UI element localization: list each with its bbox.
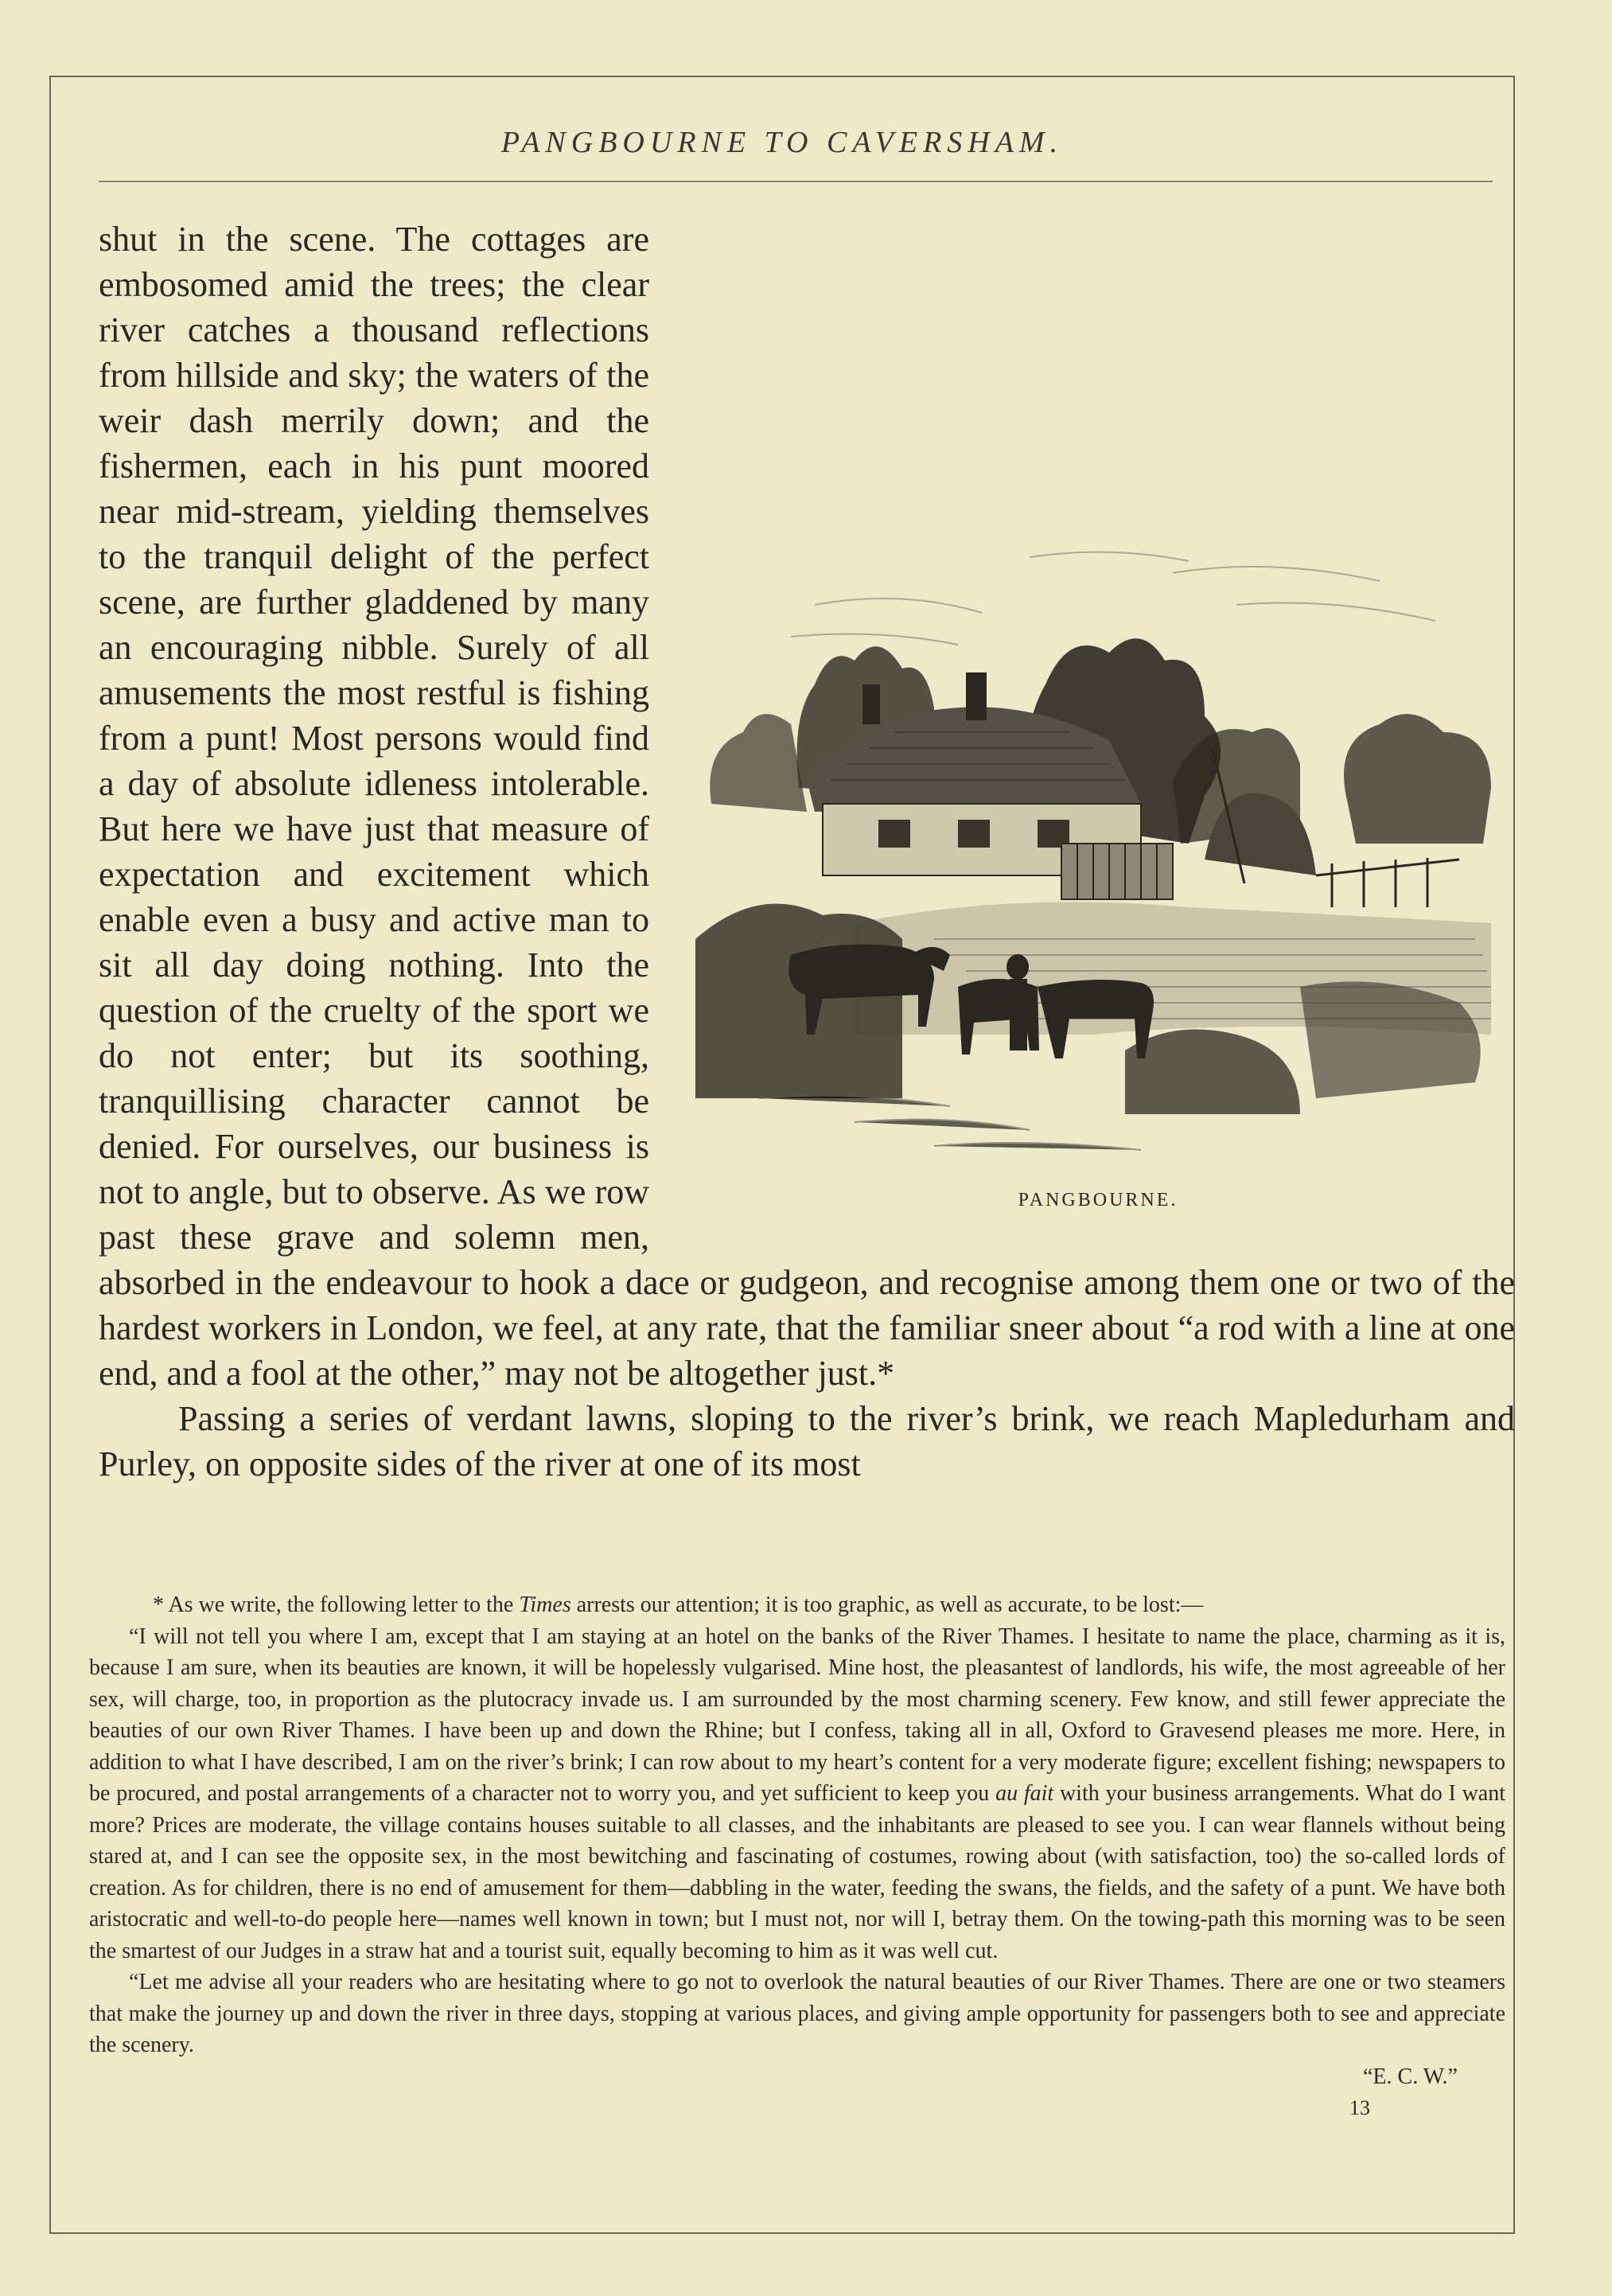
figure-pangbourne [681,216,1515,1219]
header-rule [99,181,1493,182]
page-frame [49,76,1515,2234]
letter-para-1-text: “I will not tell you where I am, except that I am staying at an hotel on the banks of the River Thames. I hesitate to name the place, charming as it is, because I am sure, when its beauties are known, it will be hopelessly vulgarised. Mine host, the pleasantest of landlords, his wife, the most agreeable of her sex, will charge, too, in proportion as the plutocracy invade us. I am surrounded by the most charming scenery. Few know, and still fewer appreciate the beauties of our own River Thames. I have been up and down the Rhine; but I confess, taking all in all, Oxford to Gravesend pleases me more. Here, in addition to what I have described, I am on the river’s brink; I can row about to my heart’s content for a very moderate figure; excellent fishing; newspapers to be procured, and postal arrangements of a character not to worry you, and yet sufficient to keep you [89,1624,1505,1806]
letter-para-1-italic: au fait [995,1781,1054,1806]
footnote-intro-text-2: arrests our attention; it is too graphic, as well as accurate, to be lost:— [570,1592,1204,1617]
letter-signature: “E. C. W.” [1363,2064,1458,2089]
figure-caption: PANGBOURNE. [1018,1190,1178,1210]
pangbourne-engraving [695,541,1515,1162]
page-number: 13 [1349,2096,1370,2119]
letter-para-1-text-2: with your business arrangements. What do I want more? Prices are moderate, the village contains houses suitable to all classes, and the inhabitants are pleased to see you. I can wear flannels without being stared at, and I can see the opposite sex, in the most bewitching and fascinating of costumes, rowing about (with satisfaction, too) the so-called lords of creation. As for children, there is no end of amusement for them—dabbling in the water, feeding the swans, the fields, and the safety of a punt. We have both aristocratic and well-to-do people here—names well known in town; but I must not, nor will I, betray them. On the towing-path this morning was to be seen the smartest of our Judges in a straw hat and a tourist suit, equally becoming to him as it was well cut. [89,1781,1505,1963]
footnote-letter-para-1 [89,1621,1505,1967]
footnote-block [89,1589,1505,2124]
running-header: PANGBOURNE TO CAVERSHAM. [500,126,1064,159]
footnote-intro [89,1589,1505,1621]
paragraph-2: Passing a series of verdant lawns, sloping to the river’s brink, we reach Mapledurham and Purley, on opposite sides of the river at one of its most [99,1399,1515,1483]
footnote-letter-para-2: “Let me advise all your readers who are hesitating where to go not to overlook the natural beauties of our River Thames. There are one or two steamers that make the journey up and down the river in three days, stopping at various places, and giving ample opportunity for passengers both to see and appreciate the scenery. [89,1970,1505,2057]
paragraph-1: shut in the scene. The cottages are embosomed amid the trees; the clear river catches a thousand reflections from hillside and sky; the waters of the weir dash merrily down; and the fishermen, each in his punt moored near mid-stream, yielding themselves to the tranquil delight of the perfect scene, are further gladdened by many an encouraging nibble. Surely of all amusements the most restful is fishing from a punt! Most persons would find a day of absolute idleness intolerable. But here we have just that measure of expectation and excitement which enable even a busy and active man to sit all day doing nothing. Into the question of the cruelty of the sport we do not enter; but its soothing, tranquillising character cannot be denied. For ourselves, our business is not to angle, but to observe. As we row past these grave and solemn men, absorbed in the endeavour to hook a dace or gudgeon, and recognise among them one or two of the hardest workers in London, we feel, at any rate, that the familiar sneer about “a rod with a line at one end, and a fool at the other,” may not be altogether just.* [99,220,1515,1393]
main-text [99,216,1515,1487]
footnote-intro-italic: Times [519,1592,571,1617]
footnote-intro-text: * As we write, the following letter to the [153,1592,520,1617]
